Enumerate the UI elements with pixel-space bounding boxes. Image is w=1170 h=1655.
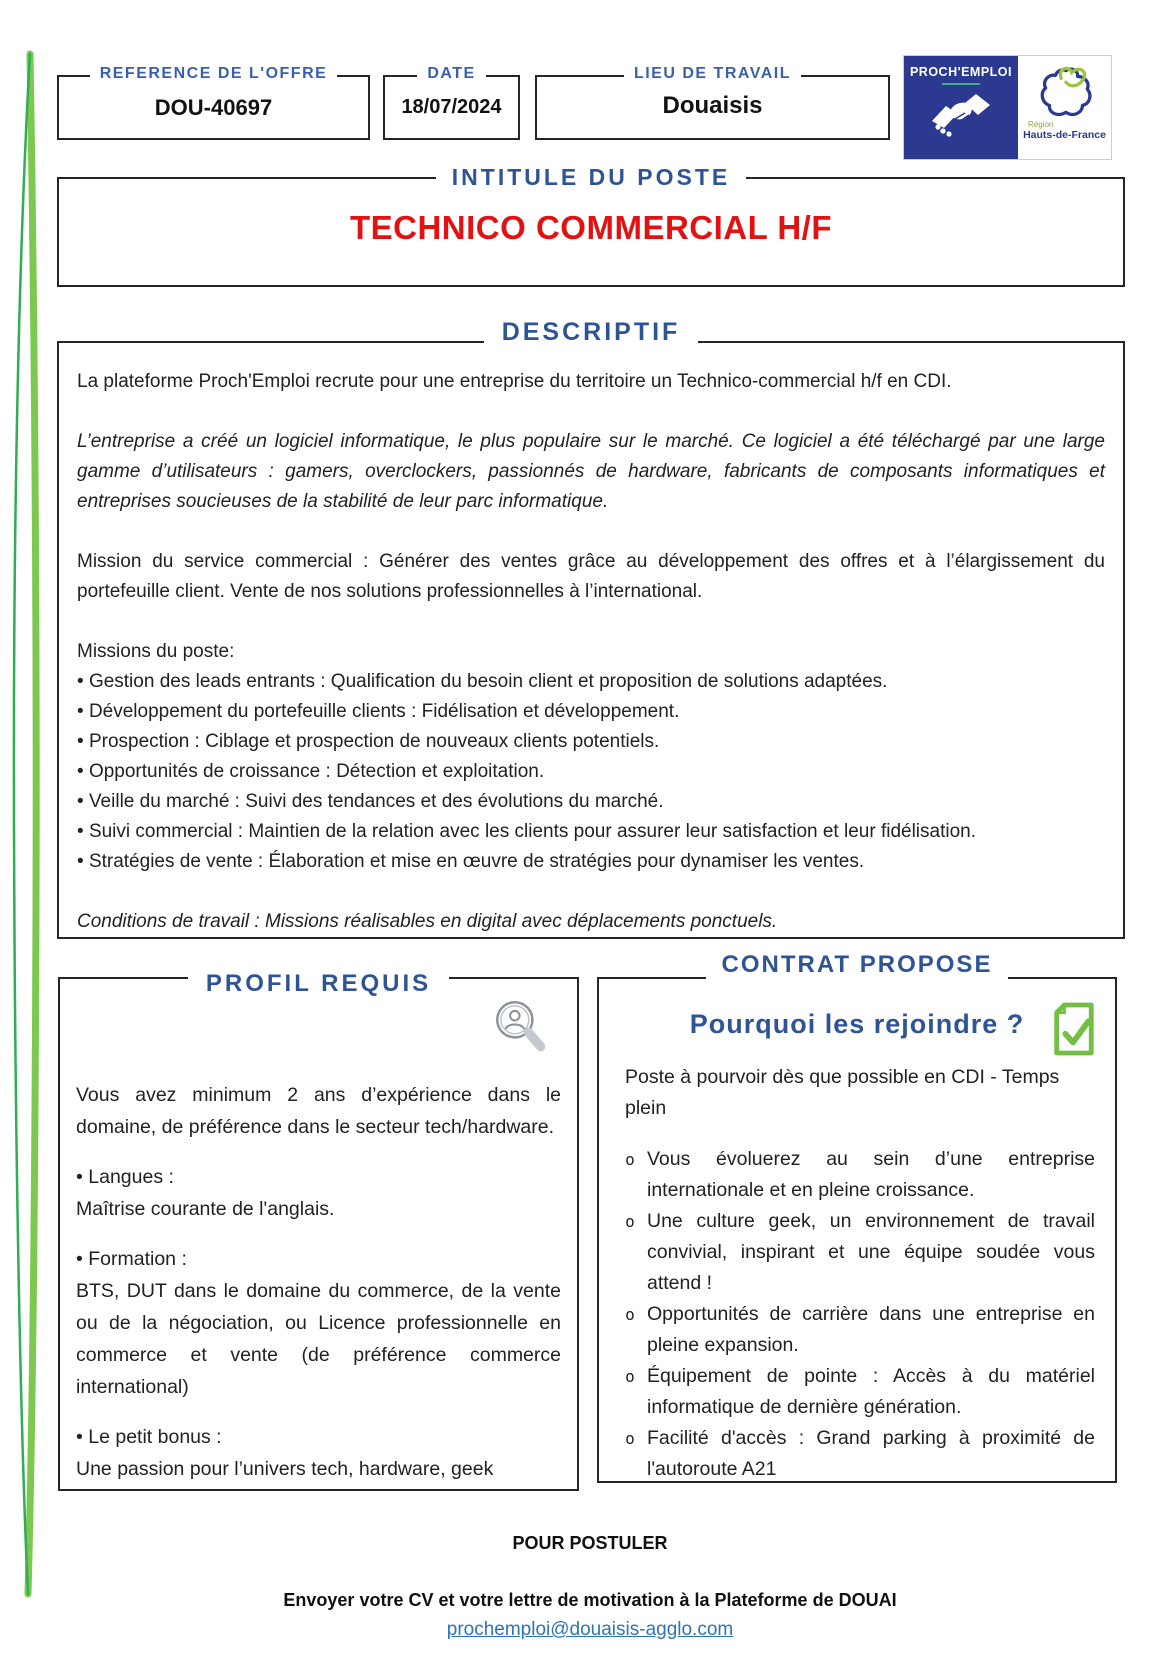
benefit-item: o Équipement de pointe : Accès à du matériel informatique de dernière génération. — [613, 1361, 1095, 1423]
date-box — [383, 65, 520, 140]
description-box — [57, 318, 1125, 939]
columns-row — [58, 951, 1170, 1491]
profile-section-body: Une passion pour l’univers tech, hardware, geek — [76, 1458, 494, 1480]
circle-bullet: o — [625, 1305, 635, 1324]
checklist-document-icon — [1049, 1001, 1097, 1057]
workplace-label: LIEU DE TRAVAIL — [624, 65, 801, 83]
missions-label: Missions du poste: — [77, 641, 235, 662]
apply-instructions: Envoyer votre CV et votre lettre de motivation à la Plateforme de DOUAI — [283, 1590, 897, 1610]
profile-section-body: BTS, DUT dans le domaine du commerce, de la vente ou de la négociation, ou Licence professionnelle en commerce et vente (de préférence commerce international) — [76, 1280, 561, 1398]
job-title-heading: INTITULE DU POSTE — [436, 164, 746, 191]
work-conditions: Conditions de travail : Missions réalisables en digital avec déplacements ponctuels. — [77, 911, 778, 932]
apply-email-link[interactable]: prochemploi@douaisis-agglo.com — [446, 1619, 734, 1640]
handshake-icon — [929, 88, 993, 138]
circle-bullet: o — [625, 1429, 635, 1448]
workplace-box — [535, 65, 890, 140]
date-label: DATE — [417, 65, 485, 83]
job-title-box — [57, 164, 1125, 287]
mission-item: • Prospection : Ciblage et prospection de nouveaux clients potentiels. — [77, 727, 1105, 757]
region-text: Hauts-de-France — [1023, 129, 1106, 141]
mission-item: • Veille du marché : Suivi des tendances et des évolutions du marché. — [77, 787, 1105, 817]
date-value: 18/07/2024 — [401, 96, 502, 118]
hauts-de-france-logo — [1018, 56, 1111, 159]
benefit-item: o Vous évoluerez au sein d’une entreprise internationale et en pleine croissance. — [613, 1144, 1095, 1206]
contract-heading: CONTRAT PROPOSE — [706, 951, 1009, 989]
profile-section-title: • Formation : — [76, 1243, 561, 1275]
circle-bullet: o — [625, 1212, 635, 1231]
header-row — [0, 0, 1170, 140]
prochemploi-logo-left — [904, 56, 1018, 159]
contract-body — [599, 1040, 1115, 1485]
contract-box — [597, 951, 1117, 1483]
apply-title: POUR POSTULER — [512, 1533, 668, 1553]
circle-bullet: o — [625, 1367, 635, 1386]
mission-item: • Suivi commercial : Maintien de la relation avec les clients pour assurer leur satisfaction et leur fidélisation. — [77, 817, 1105, 847]
reference-value: DOU-40697 — [154, 95, 273, 120]
reference-label: REFERENCE DE L'OFFRE — [90, 65, 338, 83]
france-map-icon — [1034, 60, 1096, 120]
benefit-item: o Une culture geek, un environnement de travail convivial, inspirant et une équipe soudée vous attend ! — [613, 1206, 1095, 1299]
benefit-item: o Opportunités de carrière dans une entreprise en pleine expansion. — [613, 1299, 1095, 1361]
mission-item: • Développement du portefeuille clients : Fidélisation et développement. — [77, 697, 1105, 727]
prochemploi-logo — [903, 55, 1112, 160]
contract-benefits-list — [613, 1144, 1095, 1485]
job-title: TECHNICO COMMERCIAL H/F — [349, 209, 833, 246]
profile-box — [58, 970, 579, 1491]
description-heading: DESCRIPTIF — [484, 317, 699, 355]
description-paragraph: Mission du service commercial : Générer des ventes grâce au développement des offres et à l’élargissement du portefeuille client. Vente de nos solutions professionnelles à l’international. — [77, 551, 1105, 602]
region-small-text: Région — [1028, 120, 1054, 129]
reference-box — [57, 65, 370, 140]
profile-section-body: Maîtrise courante de l'anglais. — [76, 1198, 335, 1220]
circle-bullet: o — [625, 1150, 635, 1169]
description-paragraph: La plateforme Proch'Emploi recrute pour une entreprise du territoire un Technico-commercial h/f en CDI. — [77, 371, 952, 392]
magnifier-person-icon — [489, 995, 551, 1057]
workplace-value: Douaisis — [662, 92, 763, 119]
prochemploi-brand-text: PROCH'EMPLOI — [909, 65, 1013, 79]
benefit-item: o Facilité d'accès : Grand parking à proximité de l'autoroute A21 — [613, 1423, 1095, 1485]
mission-item: • Gestion des leads entrants : Qualification du besoin client et proposition de solutions adaptées. — [77, 667, 1105, 697]
logo-rule — [942, 83, 980, 85]
missions-list — [77, 667, 1105, 877]
apply-footer — [57, 1533, 1123, 1641]
description-paragraph-italic: L’entreprise a créé un logiciel informatique, le plus populaire sur le marché. Ce logiciel a été téléchargé par une large gamme d’utilisateurs : gamers, overclockers, passionnés de hardware, fabricants de composants informatiques et entreprises soucieuses de la stabilité de leur parc informatique. — [77, 431, 1105, 512]
profile-intro: Vous avez minimum 2 ans d’expérience dans le domaine, de préférence dans le secteur tech/hardware. — [76, 1084, 561, 1138]
profile-heading: PROFIL REQUIS — [188, 966, 449, 1002]
profile-section-title: • Le petit bonus : — [76, 1421, 561, 1453]
contract-subheading: Pourquoi les rejoindre ? — [689, 1009, 1025, 1039]
mission-item: • Opportunités de croissance : Détection et exploitation. — [77, 757, 1105, 787]
contract-intro: Poste à pourvoir dès que possible en CDI - Temps plein — [625, 1066, 1060, 1119]
profile-section-title: • Langues : — [76, 1161, 561, 1193]
mission-item: • Stratégies de vente : Élaboration et mise en œuvre de stratégies pour dynamiser les ventes. — [77, 847, 1105, 877]
green-blade-decoration — [4, 46, 48, 1606]
